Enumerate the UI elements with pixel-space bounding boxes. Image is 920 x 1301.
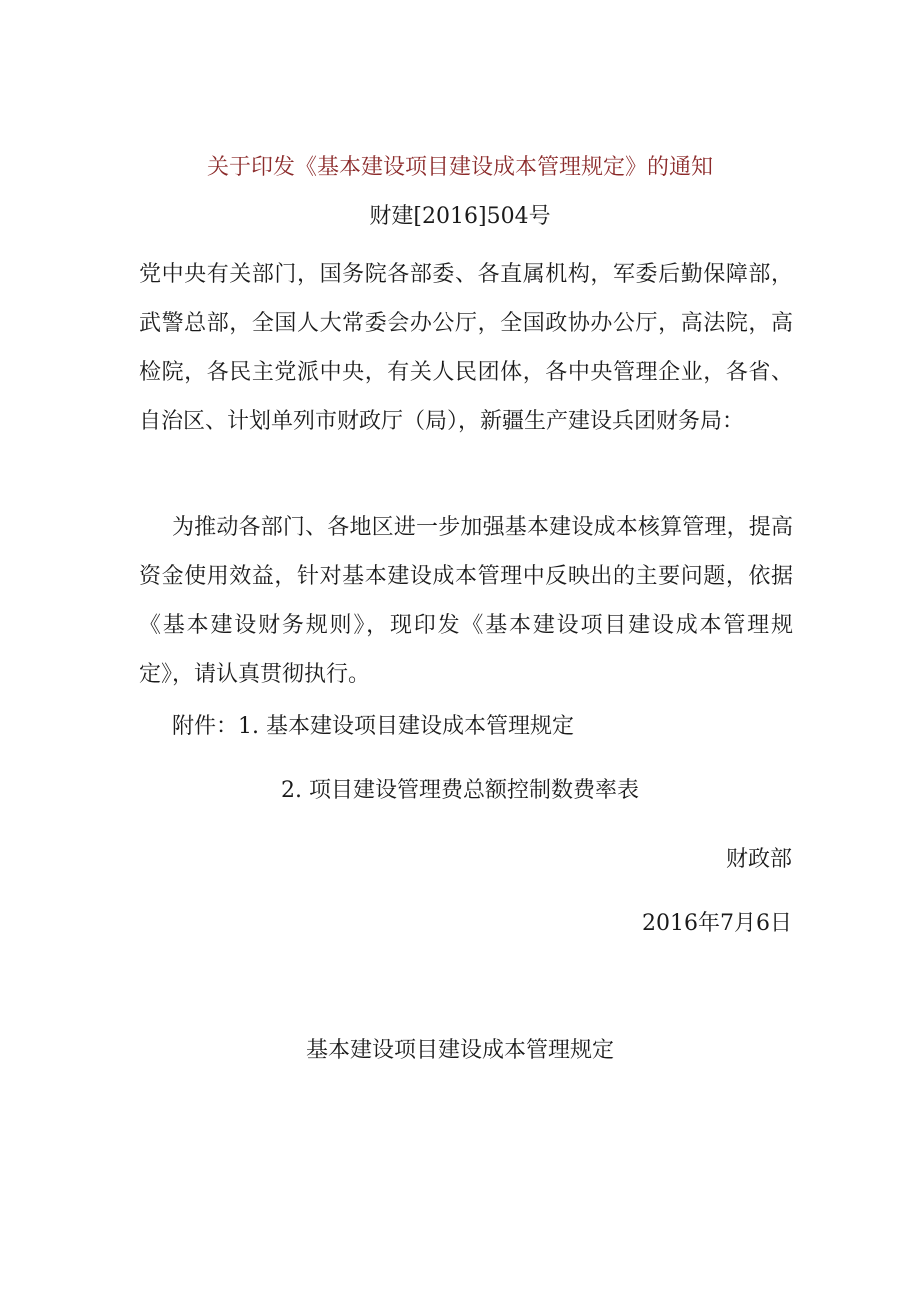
body-paragraph: 为推动各部门、各地区进一步加强基本建设成本核算管理，提高资金使用效益，针对基本建设成本管理中反映出的主要问题，依据《基本建设财务规则》，现印发《基本建设项目建设成本管理规定》，请认真贯彻执行。 bbox=[139, 515, 793, 687]
attachment-item-1: 附件：1. 基本建设项目建设成本管理规定 bbox=[172, 714, 574, 739]
attachment-item-2: 2. 项目建设管理费总额控制数费率表 bbox=[281, 778, 639, 803]
issue-date: 2016年7月6日 bbox=[642, 911, 792, 936]
issuer-signature: 财政部 bbox=[725, 847, 792, 872]
document-title: 关于印发《基本建设项目建设成本管理规定》的通知 bbox=[206, 155, 713, 180]
document-number: 财建[2016]504号 bbox=[369, 204, 551, 229]
section-title: 基本建设项目建设成本管理规定 bbox=[305, 1038, 614, 1063]
addressee-paragraph: 党中央有关部门，国务院各部委、各直属机构，军委后勤保障部，武警总部，全国人大常委会办公厅，全国政协办公厅，高法院，高检院，各民主党派中央，有关人民团体，各中央管理企业，各省、自治区、计划单列市财政厅（局），新疆生产建设兵团财务局： bbox=[139, 262, 793, 434]
